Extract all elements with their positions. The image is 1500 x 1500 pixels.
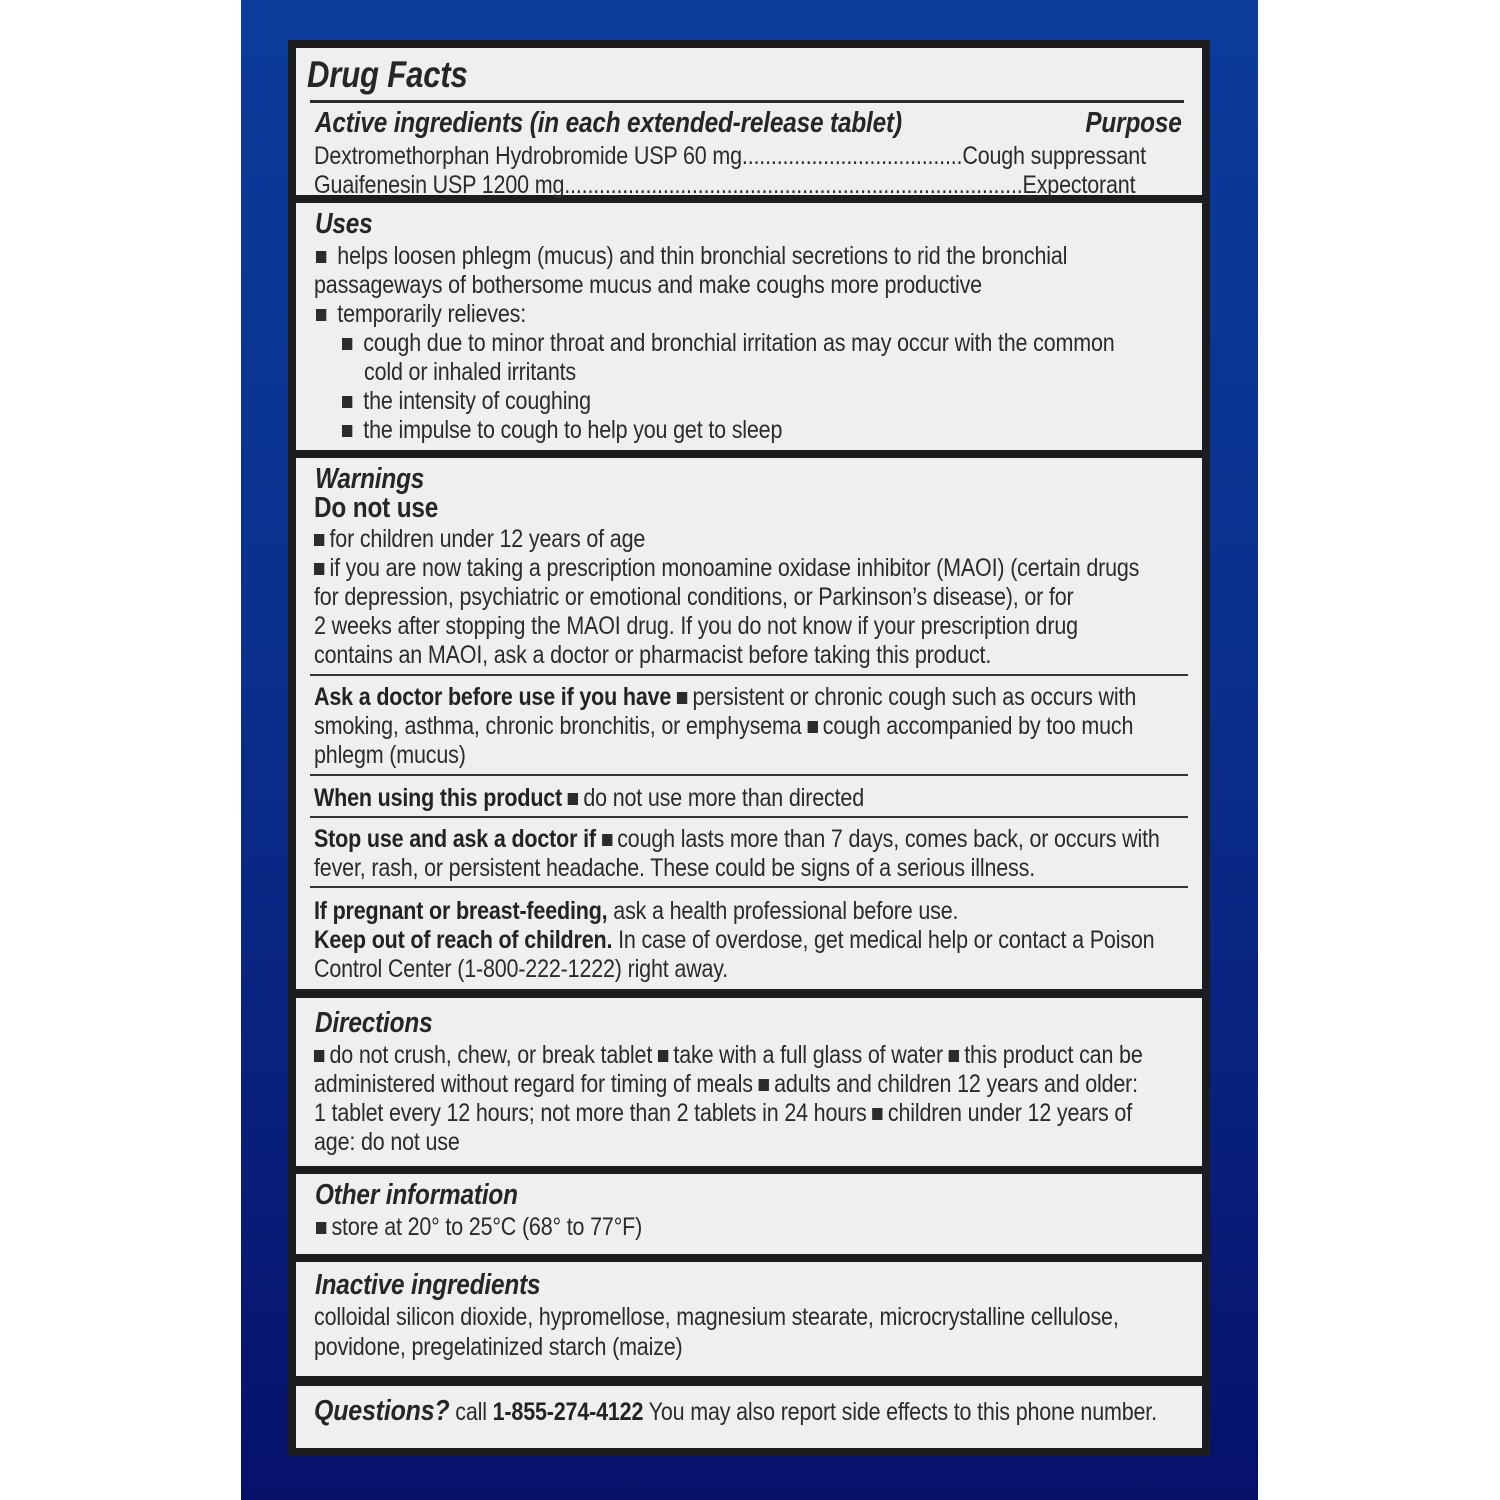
directions-heading: Directions bbox=[315, 1007, 433, 1039]
warnings-rule bbox=[310, 816, 1188, 818]
directions-line: age: do not use bbox=[314, 1128, 460, 1156]
inactive-ingredients-line: colloidal silicon dioxide, hypromellose, magnesium stearate, microcrystalline cellulose, bbox=[314, 1303, 1119, 1331]
directions-line: 1 tablet every 12 hours; not more than 2 tablets in 24 hours children under 12 years of bbox=[314, 1099, 1133, 1127]
bullet-square-icon bbox=[602, 834, 612, 846]
section-warnings bbox=[296, 458, 1202, 989]
ask-doctor-line: smoking, asthma, chronic bronchitis, or emphysema cough accompanied by too much bbox=[314, 712, 1134, 740]
stop-use-line: fever, rash, or persistent headache. These could be signs of a serious illness. bbox=[314, 854, 1036, 882]
questions-heading: Questions? bbox=[314, 1395, 450, 1427]
directions-line: do not crush, chew, or break tablet take with a full glass of water this product can be bbox=[314, 1040, 1143, 1070]
bullet-square-icon bbox=[658, 1050, 668, 1062]
uses-subline: the impulse to cough to help you get to sleep bbox=[342, 415, 782, 445]
section-uses bbox=[296, 203, 1202, 450]
bullet-square-icon bbox=[949, 1050, 959, 1062]
uses-subline: cold or inhaled irritants bbox=[364, 358, 577, 386]
leader-dots: ...................................... bbox=[741, 142, 963, 170]
warning-line: for depression, psychiatric or emotional conditions, or Parkinson’s disease), or for bbox=[314, 583, 1074, 611]
section-active-ingredients bbox=[296, 48, 1202, 199]
other-information-heading: Other information bbox=[315, 1179, 518, 1211]
pregnant-line: If pregnant or breast-feeding, ask a health professional before use. bbox=[314, 897, 959, 925]
drug-facts-title: Drug Facts bbox=[307, 54, 468, 95]
bullet-square-icon bbox=[316, 309, 326, 321]
section-directions bbox=[296, 998, 1202, 1166]
warning-line: if you are now taking a prescription monoamine oxidase inhibitor (MAOI) (certain drugs bbox=[314, 553, 1139, 583]
questions-phone: 1-855-274-4122 bbox=[492, 1398, 644, 1426]
purpose-heading: Purpose bbox=[1085, 107, 1182, 139]
bullet-square-icon bbox=[314, 534, 324, 546]
bullet-square-icon bbox=[342, 425, 352, 437]
when-using-line: When using this product do not use more than directed bbox=[314, 784, 865, 812]
ingredient-row bbox=[314, 170, 1135, 200]
bullet-square-icon bbox=[568, 793, 578, 805]
uses-subline: cough due to minor throat and bronchial irritation as may occur with the common bbox=[342, 328, 1115, 358]
warning-line: for children under 12 years of age bbox=[314, 524, 645, 554]
other-information-line: store at 20° to 25°C (68° to 77°F) bbox=[316, 1212, 642, 1242]
bullet-square-icon bbox=[677, 692, 687, 704]
bullet-square-icon bbox=[872, 1108, 882, 1120]
ask-doctor-line: phlegm (mucus) bbox=[314, 741, 466, 769]
directions-line: administered without regard for timing of meals adults and children 12 years and older: bbox=[314, 1070, 1138, 1098]
warnings-rule bbox=[310, 886, 1188, 888]
bullet-square-icon bbox=[342, 338, 352, 350]
section-questions bbox=[296, 1386, 1202, 1448]
keep-out-line: Keep out of reach of children. In case of overdose, get medical help or contact a Poison bbox=[314, 926, 1155, 954]
keep-out-line: Control Center (1-800-222-1222) right away. bbox=[314, 955, 729, 983]
active-ingredients-heading: Active ingredients (in each extended-release tablet) bbox=[315, 107, 902, 139]
leader-dots: .............................................................................. bbox=[564, 171, 1017, 199]
section-inactive-ingredients bbox=[296, 1262, 1202, 1376]
warning-line: contains an MAOI, ask a doctor or pharmacist before taking this product. bbox=[314, 641, 992, 669]
ingredient-name: Dextromethorphan Hydrobromide USP 60 mg bbox=[314, 142, 742, 170]
bullet-square-icon bbox=[807, 721, 817, 733]
ingredient-purpose: .Expectorant bbox=[1016, 171, 1136, 199]
do-not-use-heading: Do not use bbox=[314, 492, 439, 524]
stop-use-line: Stop use and ask a doctor if cough lasts more than 7 days, comes back, or occurs with bbox=[314, 825, 1160, 853]
ingredient-row bbox=[314, 141, 1146, 171]
uses-line: temporarily relieves: bbox=[316, 299, 526, 329]
ingredient-name: Guaifenesin USP 1200 mg bbox=[314, 171, 565, 199]
inactive-ingredients-line: povidone, pregelatinized starch (maize) bbox=[314, 1333, 683, 1361]
section-other-information bbox=[296, 1174, 1202, 1254]
ingredient-purpose: Cough suppressant bbox=[962, 142, 1146, 170]
warnings-rule bbox=[310, 674, 1188, 676]
warnings-rule bbox=[310, 774, 1188, 776]
drug-facts-frame bbox=[288, 40, 1210, 1456]
uses-line: passageways of bothersome mucus and make coughs more productive bbox=[314, 271, 982, 299]
uses-heading: Uses bbox=[315, 208, 373, 240]
bullet-square-icon bbox=[316, 1222, 326, 1234]
uses-line: helps loosen phlegm (mucus) and thin bronchial secretions to rid the bronchial bbox=[316, 241, 1067, 271]
bullet-square-icon bbox=[314, 563, 324, 575]
bullet-square-icon bbox=[342, 396, 352, 408]
questions-line: Questions? call 1-855-274-4122 You may also report side effects to this phone number. bbox=[314, 1395, 1157, 1427]
uses-subline: the intensity of coughing bbox=[342, 386, 591, 416]
bullet-square-icon bbox=[316, 251, 326, 263]
title-rule bbox=[310, 100, 1184, 103]
bullet-square-icon bbox=[759, 1079, 769, 1091]
ask-doctor-line: Ask a doctor before use if you have persistent or chronic cough such as occurs with bbox=[314, 683, 1137, 711]
warnings-heading: Warnings bbox=[315, 463, 425, 495]
inactive-ingredients-heading: Inactive ingredients bbox=[315, 1269, 541, 1301]
bullet-square-icon bbox=[314, 1050, 324, 1062]
warning-line: 2 weeks after stopping the MAOI drug. If you do not know if your prescription drug bbox=[314, 612, 1078, 640]
